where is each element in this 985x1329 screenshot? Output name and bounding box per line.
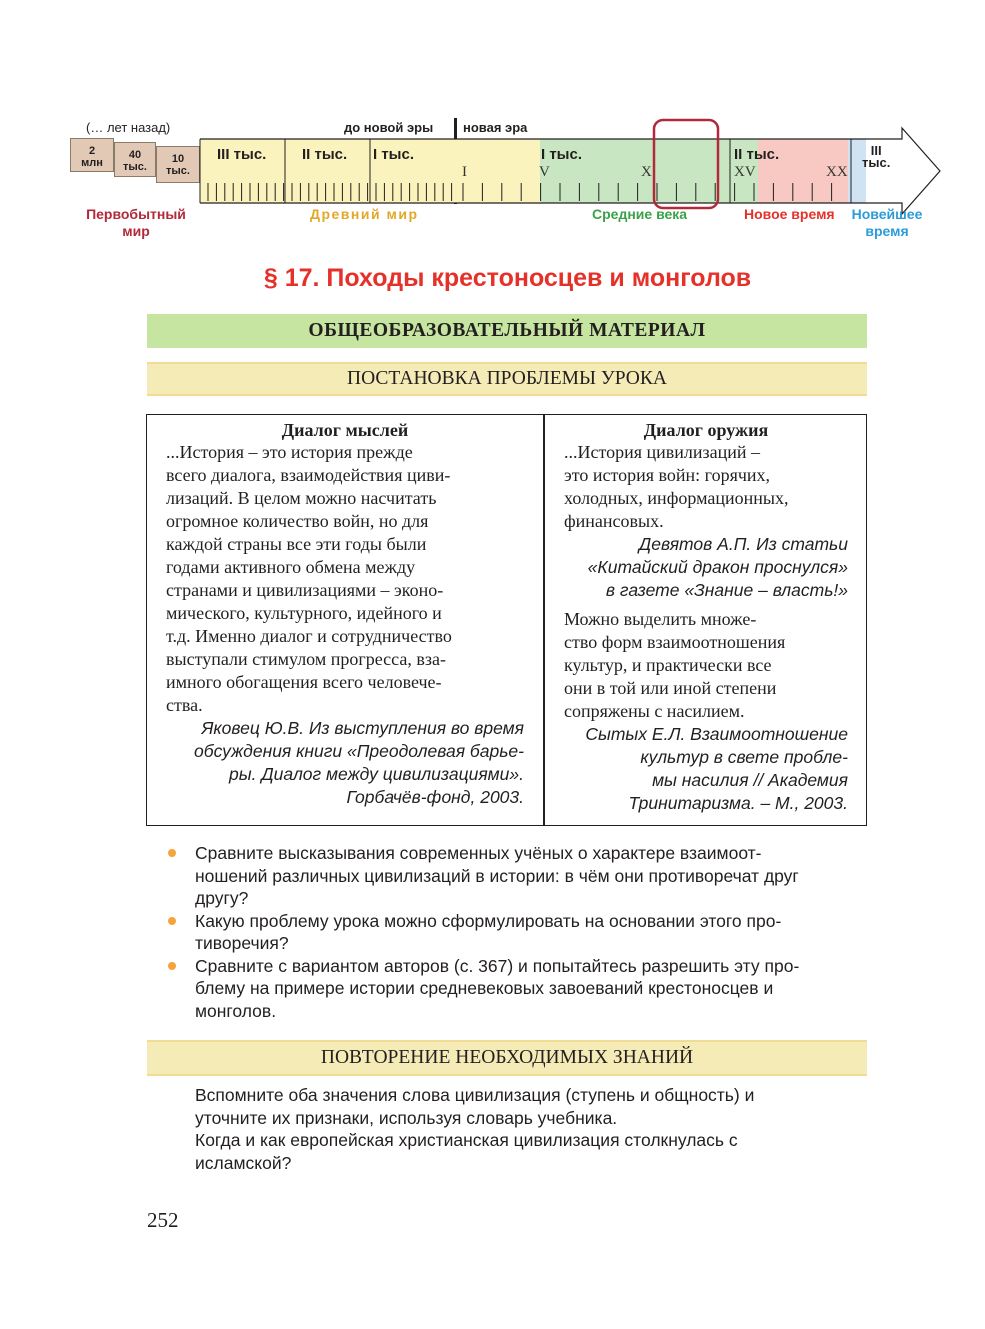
era-primitive: Первобытный мир: [86, 206, 186, 239]
text-line: Сравните с вариантом авторов (с. 367) и попытайтесь разрешить эту про-: [195, 955, 800, 976]
timeline-ago-label: (… лет назад): [86, 120, 171, 135]
task-item: [165, 955, 867, 1023]
citation-line: Девятов А.П. Из статьи: [638, 534, 848, 554]
text-line: Сравните высказывания современных учёных о характере взаимоот-: [195, 843, 762, 863]
quote-right-text-1: [564, 441, 848, 533]
text-line: странами и цивилизациями – эконо-: [166, 580, 444, 600]
citation-line: Сытых Е.Л. Взаимоотношение: [585, 724, 848, 744]
task-text: [195, 910, 867, 955]
text-line: ношений различных цивилизаций в истории: в чём они противоречат друг: [195, 865, 799, 886]
repeat-text: [195, 1084, 867, 1174]
text-line: финансовых.: [564, 511, 664, 531]
century-15: XV: [734, 164, 756, 180]
text-line: исламской?: [195, 1152, 292, 1173]
millennium-2-bce: II тыс.: [302, 146, 348, 163]
century-10: X: [641, 164, 652, 180]
bullet-icon: [168, 917, 176, 925]
task-text: [195, 955, 867, 1023]
era-contemporary: Новейшее время: [851, 206, 923, 239]
citation-line: Горбачёв-фонд, 2003.: [346, 787, 524, 807]
text-line: Вспомните оба значения слова цивилизация (ступень и общность) и: [195, 1085, 755, 1105]
text-line: культур, и практически все: [564, 655, 772, 675]
millennium-3-ce: III тыс.: [862, 143, 891, 170]
banner-problem: ПОСТАНОВКА ПРОБЛЕМЫ УРОКА: [147, 362, 867, 396]
quote-right-citation-2: [564, 723, 848, 815]
text-line: сопряжены с насилием.: [564, 701, 745, 721]
text-line: Когда и как европейская христианская цивилизация столкнулась с: [195, 1130, 738, 1150]
page-title: § 17. Походы крестоносцев и монголов: [263, 264, 752, 292]
text-line: ство форм взаимоотношения: [564, 632, 786, 652]
text-line: огромное количество войн, но для: [166, 511, 429, 531]
text-line: годами активного обмена между: [166, 557, 416, 577]
millennium-2-ce: II тыс.: [734, 146, 780, 163]
quote-left-heading: Диалог мыслей: [281, 420, 409, 440]
era-modern: Новое время: [744, 206, 835, 222]
text-line: ства.: [166, 695, 203, 715]
quote-right: [564, 420, 848, 815]
citation-line: в газете «Знание – власть!»: [605, 580, 848, 600]
citation-line: Тринитаризма. – М., 2003.: [628, 793, 848, 813]
text-line: уточните их признаки, используя словарь учебника.: [195, 1107, 618, 1128]
text-line: каждой страны все эти годы были: [166, 534, 427, 554]
timeline-box-label: 2 млн: [81, 145, 103, 169]
text-line: они в той или иной степени: [564, 678, 777, 698]
citation-line: ры. Диалог между цивилизациями».: [229, 764, 524, 784]
millennium-1-bce: I тыс.: [373, 146, 415, 163]
task-text: [195, 842, 867, 910]
text-line: тиворечия?: [195, 933, 289, 953]
citation-line: мы насилия // Академия: [652, 770, 848, 790]
text-line: ...История цивилизаций –: [564, 442, 761, 462]
text-line: имного обогащения всего человече-: [166, 672, 442, 692]
timeline-bce-label: до новой эры: [344, 120, 434, 135]
century-1: I: [462, 164, 467, 180]
quote-right-heading: Диалог оружия: [643, 420, 769, 440]
quote-right-text-2: [564, 608, 848, 723]
timeline-box-label: 40 тыс.: [123, 149, 147, 173]
citation-line: Яковец Ю.В. Из выступления во время: [201, 718, 524, 738]
quote-table-divider: [543, 414, 545, 826]
quote-left: [166, 420, 524, 809]
ancient-band-ce: [457, 139, 540, 203]
text-line: монголов.: [195, 1000, 277, 1021]
banner-repeat: ПОВТОРЕНИЕ НЕОБХОДИМЫХ ЗНАНИЙ: [147, 1040, 867, 1076]
millennium-1-ce: I тыс.: [541, 146, 583, 163]
page-number: 252: [147, 1208, 179, 1232]
text-line: Какую проблему урока можно сформулировать на основании этого про-: [195, 910, 782, 931]
text-line: Можно выделить множе-: [564, 609, 757, 629]
text-line: другу?: [195, 888, 249, 908]
timeline-arrow: [0, 0, 985, 240]
text-line: ...История – это история прежде: [166, 442, 413, 462]
citation-line: культур в свете пробле-: [640, 747, 848, 767]
bullet-icon: [168, 962, 176, 970]
citation-line: «Китайский дракон проснулся»: [587, 557, 848, 577]
text-line: холодных, информационных,: [564, 488, 789, 508]
century-5: V: [539, 164, 550, 180]
century-20: XX: [826, 164, 848, 180]
era-ancient: Древний мир: [310, 206, 419, 222]
text-line: лизаций. В целом можно насчитать: [166, 488, 437, 508]
text-line: т.д. Именно диалог и сотрудничество: [166, 626, 452, 646]
banner-general-material: ОБЩЕОБРАЗОВАТЕЛЬНЫЙ МАТЕРИАЛ: [147, 314, 867, 348]
text-line: выступали стимулом прогресса, вза-: [166, 649, 446, 669]
quote-left-citation: [166, 717, 524, 809]
millennium-3-bce: III тыс.: [217, 146, 267, 163]
text-line: блему на примере истории средневековых завоеваний крестоносцев и: [195, 978, 774, 998]
text-line: мического, культурного, идейного и: [166, 603, 442, 623]
task-item: [165, 842, 867, 910]
citation-line: обсуждения книги «Преодолевая барье-: [194, 741, 524, 761]
quote-left-text: [166, 441, 524, 717]
timeline-box-label: 10 тыс.: [166, 153, 190, 177]
quote-right-citation-1: [564, 533, 848, 602]
task-list: [165, 842, 867, 1022]
text-line: это история войн: горячих,: [564, 465, 771, 485]
timeline-ce-label: новая эра: [463, 120, 528, 135]
task-item: [165, 910, 867, 955]
era-medieval: Средние века: [592, 206, 688, 222]
text-line: всего диалога, взаимодействия циви-: [166, 465, 451, 485]
bullet-icon: [168, 849, 176, 857]
